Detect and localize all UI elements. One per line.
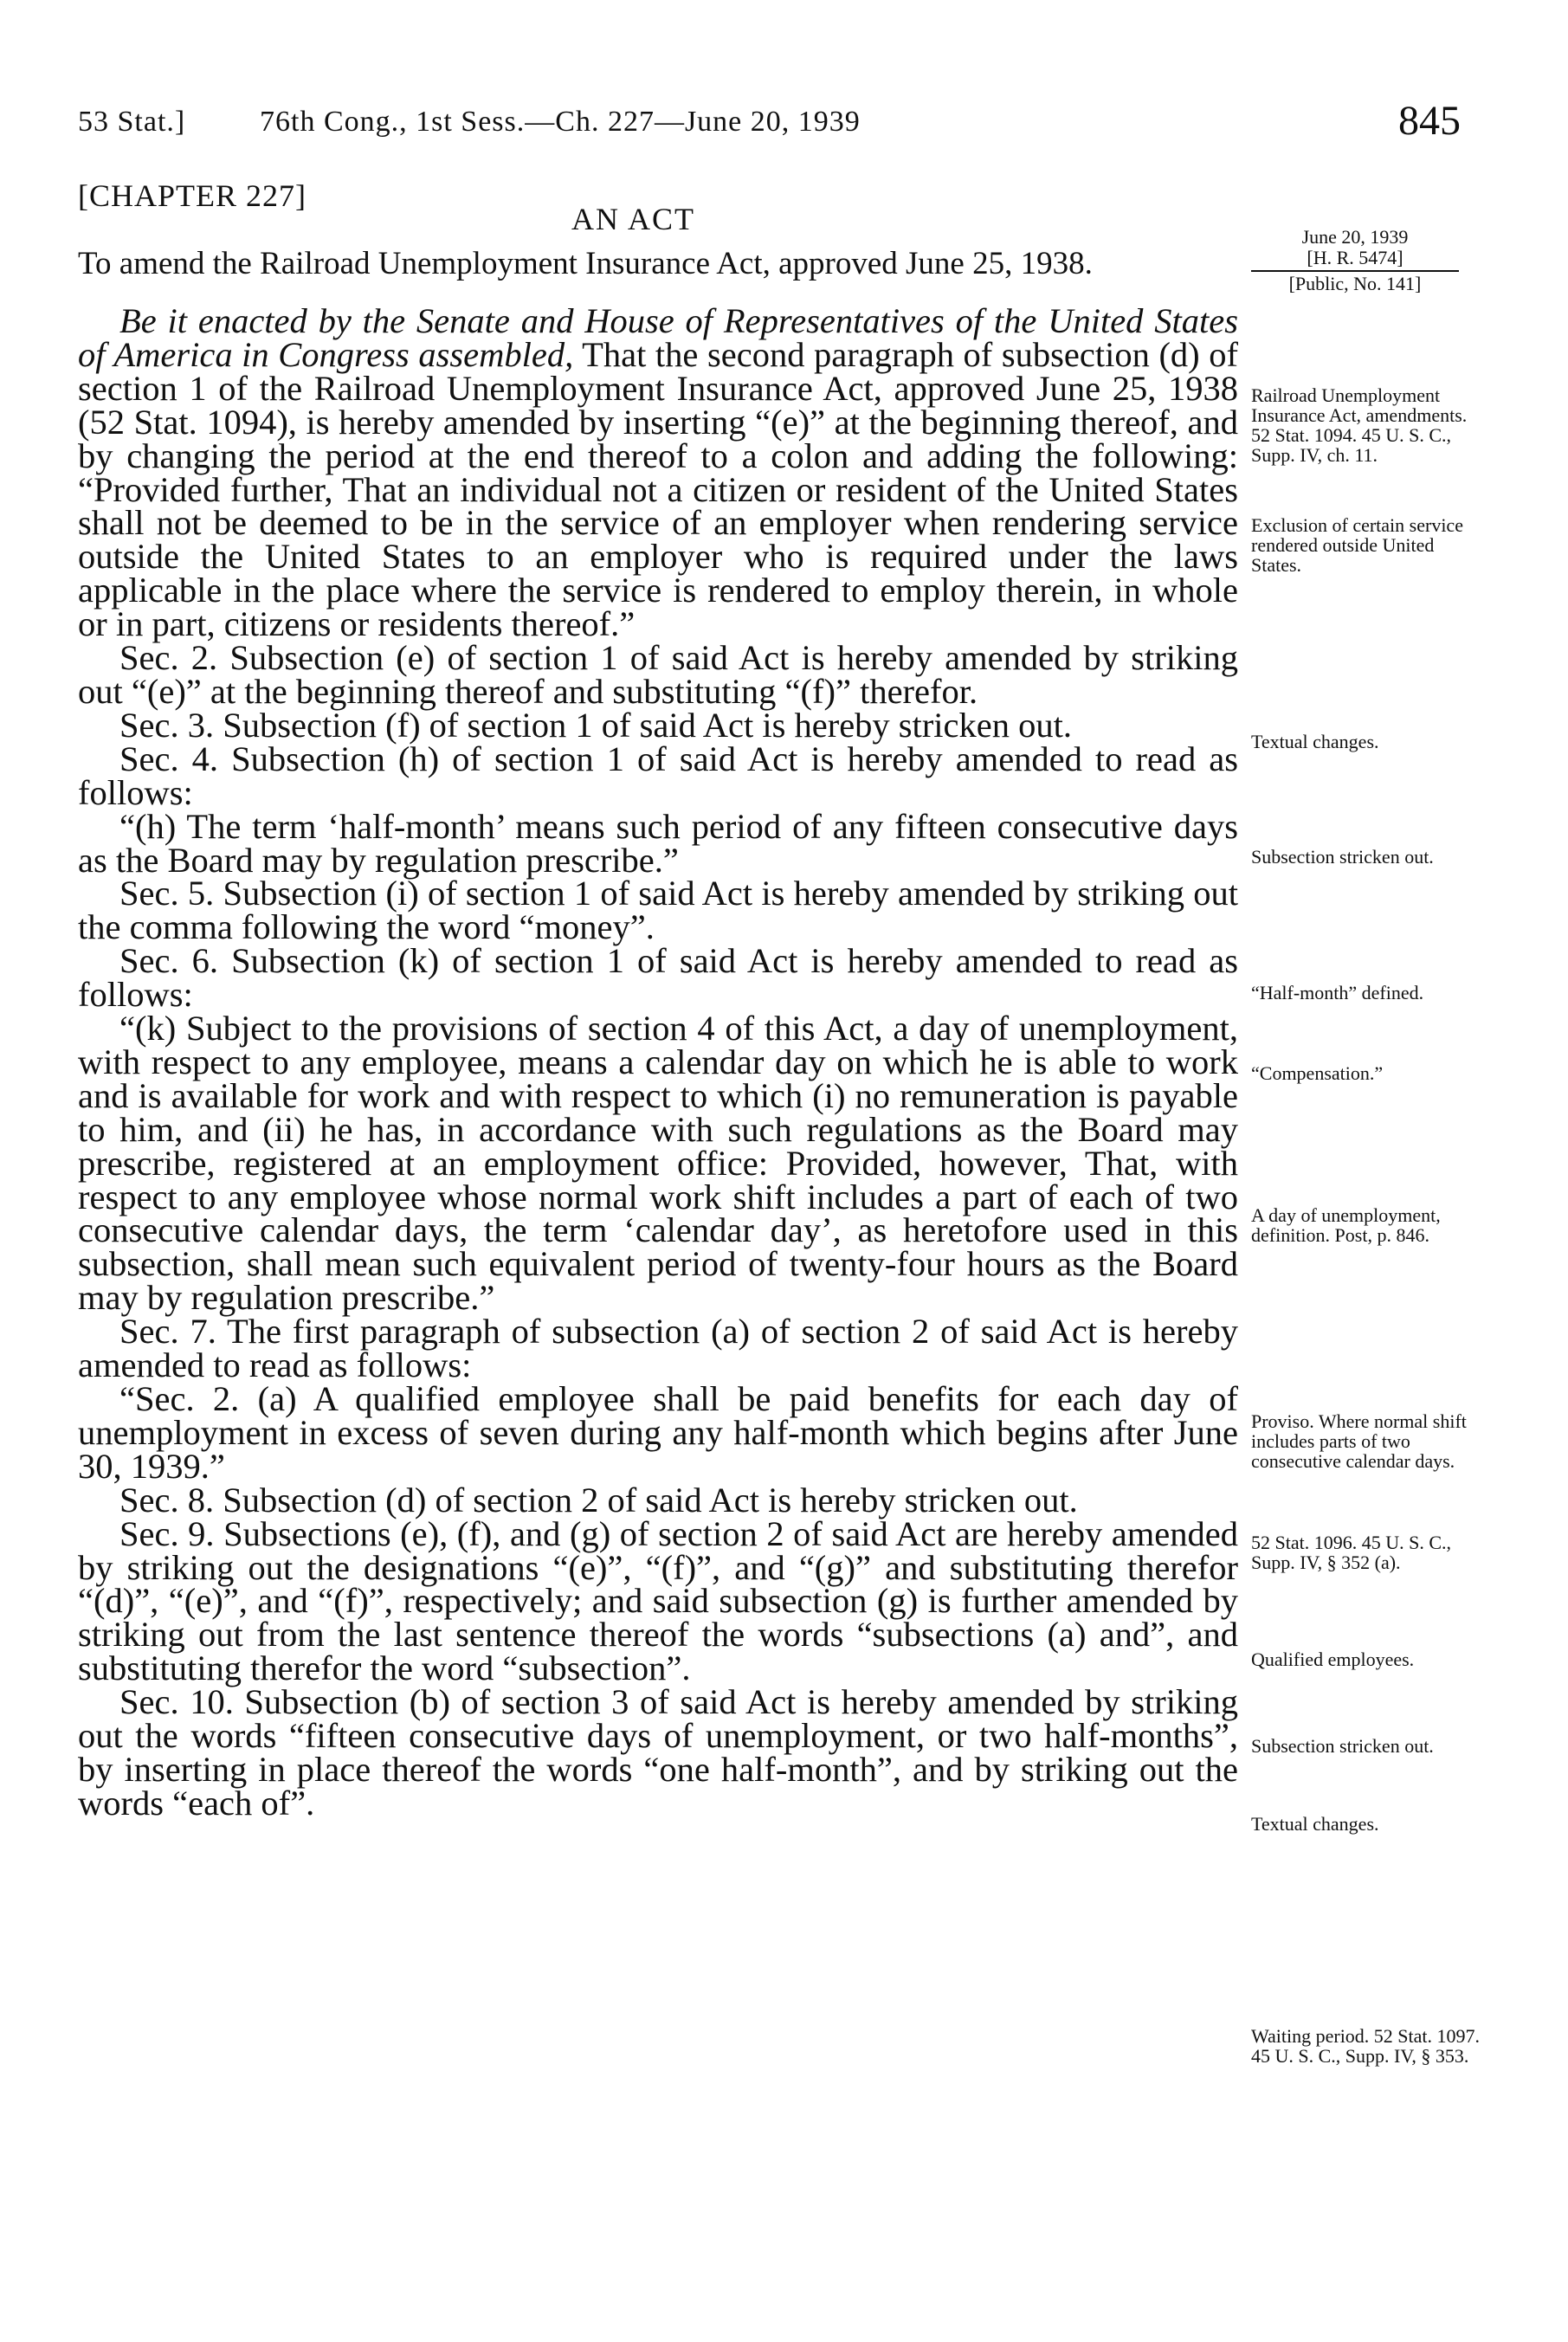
margin-note: Railroad Unemployment Insurance Act, amendments. 52 Stat. 1094. 45 U. S. C., Supp. IV, ch. 11.: [1251, 384, 1468, 466]
bill-number: [H. R. 5474]: [1307, 247, 1403, 268]
section-6-quote: “(k) Subject to the provisions of section 4 of this Act, a day of unemployment, with respect to any employee, means a calendar day on which he is able to work and is available for work and with respect to which (i) no remuneration is payable to him, and (ii) he has, in accordance with such regulations as the Board may prescribe, registered at an employment office: Provided, however, That, with respect to any employee whose normal work shift includes a part of each of two consecutive calendar days, the term ‘calendar day’, as heretofore used in this subsection, shall mean such equivalent period of twenty-four hours as the Board may by regulation prescribe.”: [78, 1009, 1238, 1318]
volume-citation: 53 Stat.]: [78, 106, 186, 138]
public-law-number: [Public, No. 141]: [1288, 273, 1422, 294]
section-4: Sec. 4. Subsection (h) of section 1 of said Act is hereby amended to read as follows:: [78, 739, 1238, 812]
margin-note: Proviso. Where normal shift includes parts of two consecutive calendar days.: [1251, 1410, 1467, 1472]
session-header: 76th Cong., 1st Sess.—Ch. 227—June 20, 1939: [260, 106, 861, 138]
margin-note: A day of unemployment, definition. Post, p. 846.: [1251, 1204, 1441, 1246]
margin-note: Qualified employees.: [1251, 1648, 1415, 1670]
margin-note: Textual changes.: [1251, 731, 1379, 752]
section-7: Sec. 7. The first paragraph of subsection (a) of section 2 of said Act is hereby amended to read as follows:: [78, 1312, 1238, 1385]
margin-note: Subsection stricken out.: [1251, 1735, 1434, 1757]
margin-note: Exclusion of certain service rendered outside United States.: [1251, 514, 1463, 576]
paragraph-text: That the second paragraph of subsection (d) of section 1 of the Railroad Unemployment Insurance Act, approved June 25, 1938 (52 Stat. 1094), is hereby amended by inserting “(e)” at the beginning thereof, and by changing the period at the end thereof to a colon and adding the following: “Provided further, That an individual not a citizen or resident of the United States shall not be deemed to be in the service of an employer when rendering service outside the United States to an employer who is required under the laws applicable in the place where the service is rendered to employ therein, in whole or in part, citizens or residents thereof.”: [78, 334, 1238, 644]
section-9: Sec. 9. Subsections (e), (f), and (g) of section 2 of said Act are hereby amended by striking out the designations “(e)”, “(f)”, and “(g)” and substituting therefor “(d)”, “(e)”, and “(f)”, respectively; and said subsection (g) is further amended by striking out from the last sentence thereof the words “subsections (a) and”, and substituting therefor the word “subsection”.: [78, 1513, 1238, 1688]
section-5: Sec. 5. Subsection (i) of section 1 of said Act is hereby amended by striking out the comma following the word “money”.: [78, 874, 1238, 947]
section-6: Sec. 6. Subsection (k) of section 1 of said Act is hereby amended to read as follows:: [78, 941, 1238, 1015]
act-body: [78, 301, 1238, 1823]
section-3: Sec. 3. Subsection (f) of section 1 of said Act is hereby stricken out.: [119, 705, 1073, 745]
section-10: Sec. 10. Subsection (b) of section 3 of said Act is hereby amended by striking out the words “fifteen consecutive days of unemployment, or two half-months”, by inserting in place thereof the words “one half-month”, and by striking out the words “each of”.: [78, 1682, 1238, 1823]
divider: [1251, 270, 1459, 272]
page-number: 845: [1398, 98, 1461, 144]
margin-note: 52 Stat. 1096. 45 U. S. C., Supp. IV, § 352 (a).: [1251, 1532, 1452, 1573]
enacting-clause: Be it enacted by the Senate and House of Representatives of the United States of America in Congress assembled,: [78, 301, 1238, 374]
margin-note: Subsection stricken out.: [1251, 846, 1434, 868]
act-label: AN ACT: [571, 202, 696, 236]
margin-note: “Compensation.”: [1251, 1062, 1384, 1084]
section-4-quote: “(h) The term ‘half-month’ means such period of any fifteen consecutive days as the Board may by regulation prescribe.”: [78, 806, 1238, 880]
margin-note: Textual changes.: [1251, 1813, 1379, 1835]
act-title: To amend the Railroad Unemployment Insurance Act, approved June 25, 1938.: [78, 246, 1093, 281]
bill-identifier: [1251, 227, 1459, 294]
margin-note: “Half-month” defined.: [1251, 982, 1424, 1003]
chapter-heading: [CHAPTER 227]: [78, 178, 307, 213]
enacting-paragraph: [78, 301, 1238, 644]
section-7-quote: “Sec. 2. (a) A qualified employee shall be paid benefits for each day of unemployment in excess of seven during any half-month which begins after June 30, 1939.”: [78, 1379, 1238, 1486]
section-2: Sec. 2. Subsection (e) of section 1 of said Act is hereby amended by striking out “(e)” at the beginning thereof and substituting “(f)” therefor.: [78, 638, 1238, 711]
section-8: Sec. 8. Subsection (d) of section 2 of said Act is hereby stricken out.: [119, 1480, 1078, 1519]
approval-date: June 20, 1939: [1301, 226, 1409, 248]
margin-note: Waiting period. 52 Stat. 1097. 45 U. S. C., Supp. IV, § 353.: [1251, 2025, 1481, 2067]
